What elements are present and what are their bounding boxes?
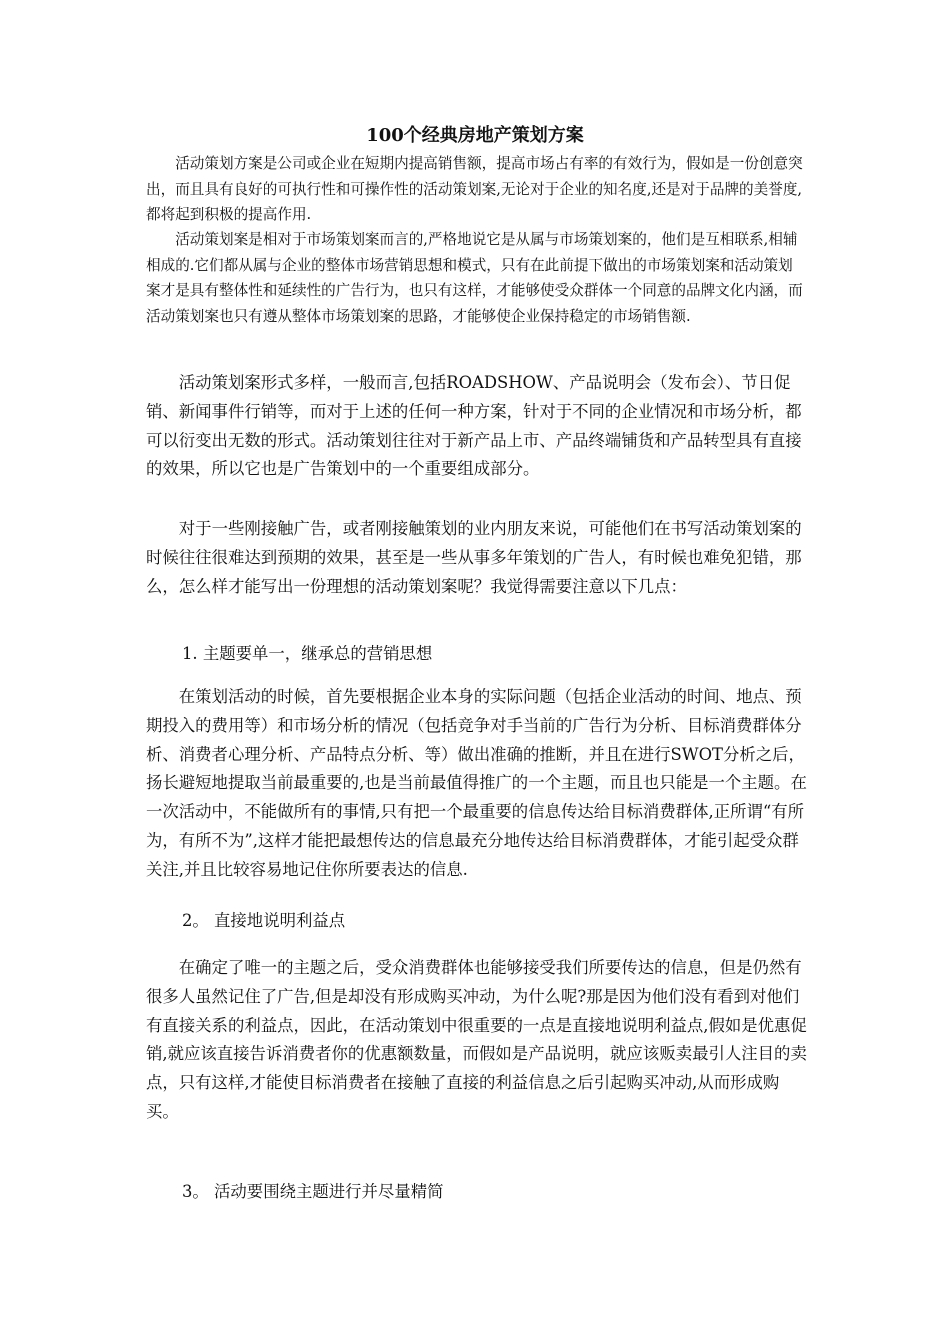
paragraph-section-1: 在策划活动的时候，首先要根据企业本身的实际问题（包括企业活动的时间、地点、预期投入的费用等）和市场分析的情况（包括竞争对手当前的广告行为分析、目标消费群体分析、消费者心理分析、产品特点分析、等）做出准确的推断，并且在进行SWOT分析之后，扬长避短地提取当前最重要的,也是当前最值得推广的一个主题，而且也只能是一个主题。在一次活动中，不能做所有的事情,只有把一个最重要的信息传达给目标消费群体,正所谓“有所为，有所不为”,这样才能把最想传达的信息最充分地传达给目标消费群体，才能引起受众群关注,并且比较容易地记住你所要表达的信息. (146, 687, 807, 879)
paragraph-notes: 对于一些刚接触广告，或者刚接触策划的业内朋友来说，可能他们在书写活动策划案的时候往往很难达到预期的效果，甚至是一些从事多年策划的广告人，有时候也难免犯错，那么，怎么样才能写出一份理想的活动策划案呢？我觉得需要注意以下几点： (146, 519, 802, 596)
paragraph-forms: 活动策划案形式多样，一般而言,包括ROADSHOW、产品说明会（发布会）、节日促销、新闻事件行销等，而对于上述的任何一种方案，针对于不同的企业情况和市场分析，都可以衍变出无数的形式。活动策划往往对于新产品上市、产品终端铺货和产品转型具有直接的效果，所以它也是广告策划中的一个重要组成部分。 (146, 373, 802, 479)
paragraph-intro-2: 活动策划案是相对于市场策划案而言的,严格地说它是从属与市场策划案的，他们是互相联系,相辅相成的.它们都从属与企业的整体市场营销思想和模式，只有在此前提下做出的市场策划案和活动策划案才是具有整体性和延续性的广告行为，也只有这样，才能够使受众群体一个同意的品牌文化内涵，而活动策划案也只有遵从整体市场策划案的思路，才能够使企业保持稳定的市场销售额. (146, 231, 803, 325)
paragraph-section-2: 在确定了唯一的主题之后，受众消费群体也能够接受我们所要传达的信息，但是仍然有很多人虽然记住了广告,但是却没有形成购买冲动，为什么呢?那是因为他们没有看到对他们有直接关系的利益点，因此，在活动策划中很重要的一点是直接地说明利益点,假如是优惠促销,就应该直接告诉消费者你的优惠额数量，而假如是产品说明，就应该贩卖最引人注目的卖点，只有这样,才能使目标消费者在接触了直接的利益信息之后引起购买冲动,从而形成购买。 (146, 958, 807, 1121)
section-heading-3: 3。 活动要围绕主题进行并尽量精简 (182, 1182, 444, 1201)
paragraph-intro-1: 活动策划方案是公司或企业在短期内提高销售额，提高市场占有率的有效行为，假如是一份创意突出，而且具有良好的可执行性和可操作性的活动策划案,无论对于企业的知名度,还是对于品牌的美誉度,都将起到积极的提高作用. (146, 155, 803, 223)
section-heading-1: 1. 主题要单一，继承总的营销思想 (182, 644, 433, 663)
document-title: 100个经典房地产策划方案 (366, 125, 584, 146)
section-heading-2: 2。 直接地说明利益点 (182, 911, 346, 930)
